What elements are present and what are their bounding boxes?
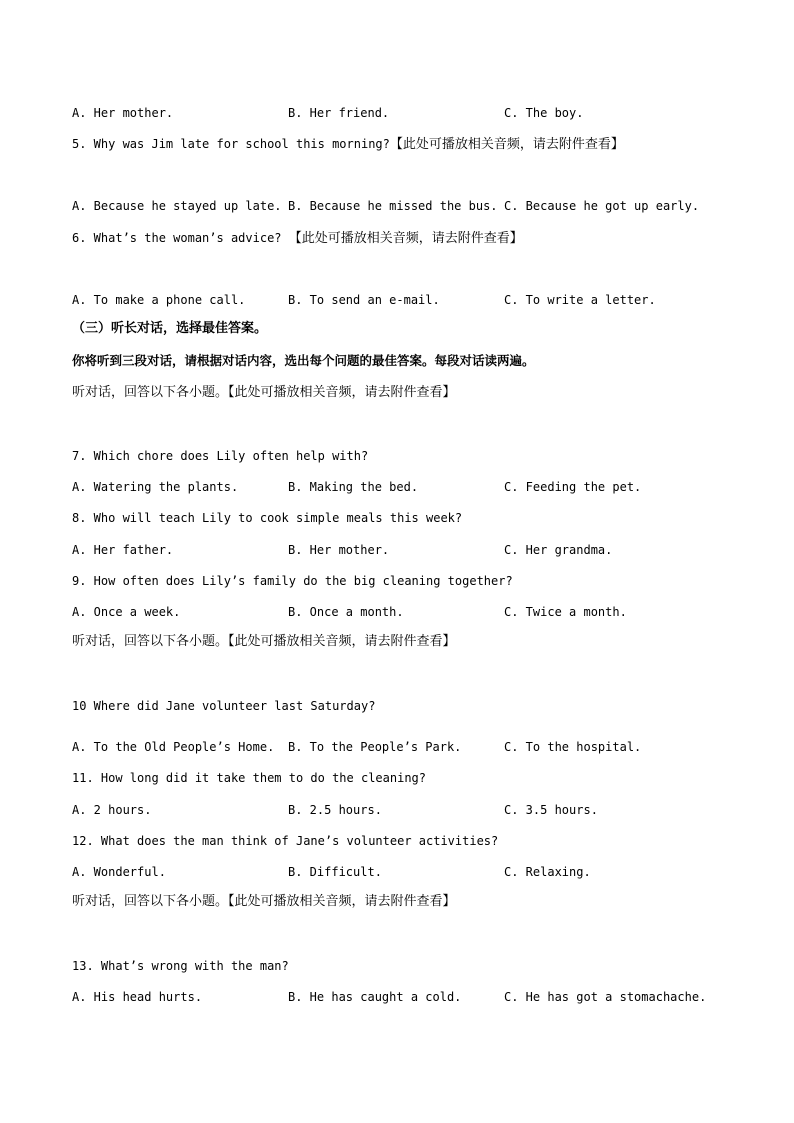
dialog2-intro[interactable]: 听对话，回答以下各小题。【此处可播放相关音频，请去附件查看】 [72,634,456,649]
q10-option-b: B. To the People’s Park. [288,740,462,754]
section-heading: （三）听长对话，选择最佳答案。 [72,321,268,336]
q5-option-b: B. Because he missed the bus. [288,199,498,213]
q13-question: 13. What’s wrong with the man? [72,959,289,973]
q5-audio-note[interactable]: 【此处可播放相关音频，请去附件查看】 [389,137,624,152]
q13-option-c: C. He has got a stomachache. [504,990,707,1004]
q7-option-c: C. Feeding the pet. [504,480,642,494]
q6-option-c: C. To write a letter. [504,293,656,307]
dialog3-intro[interactable]: 听对话，回答以下各小题。【此处可播放相关音频，请去附件查看】 [72,894,456,909]
q6-audio-note[interactable]: 【此处可播放相关音频，请去附件查看】 [288,231,523,246]
q10-question: 10 Where did Jane volunteer last Saturday? [72,699,376,713]
q4-option-b: B. Her friend. [288,106,390,120]
q8-option-c: C. Her grandma. [504,543,613,557]
q11-question: 11. How long did it take them to do the cleaning? [72,771,427,785]
q12-option-b: B. Difficult. [288,865,382,879]
q7-option-a: A. Watering the plants. [72,480,239,494]
q4-option-c: C. The boy. [504,106,584,120]
q5-question: 5. Why was Jim late for school this morning? [72,137,390,151]
q8-question: 8. Who will teach Lily to cook simple meals this week? [72,511,463,525]
q7-option-b: B. Making the bed. [288,480,419,494]
q11-option-a: A. 2 hours. [72,803,152,817]
q9-option-b: B. Once a month. [288,605,404,619]
q6-option-a: A. To make a phone call. [72,293,246,307]
q10-option-c: C. To the hospital. [504,740,642,754]
q12-option-c: C. Relaxing. [504,865,591,879]
q12-option-a: A. Wonderful. [72,865,166,879]
q12-question: 12. What does the man think of Jane’s volunteer activities? [72,834,499,848]
q10-option-a: A. To the Old People’s Home. [72,740,275,754]
q5-option-a: A. Because he stayed up late. [72,199,282,213]
q11-option-b: B. 2.5 hours. [288,803,382,817]
q8-option-b: B. Her mother. [288,543,390,557]
q11-option-c: C. 3.5 hours. [504,803,598,817]
q9-option-a: A. Once a week. [72,605,181,619]
q6-question: 6. What’s the woman’s advice? [72,231,282,245]
q9-option-c: C. Twice a month. [504,605,627,619]
q8-option-a: A. Her father. [72,543,174,557]
q4-option-a: A. Her mother. [72,106,174,120]
dialog1-intro[interactable]: 听对话，回答以下各小题。【此处可播放相关音频，请去附件查看】 [72,385,456,400]
q5-line [72,136,624,153]
q13-option-a: A. His head hurts. [72,990,203,1004]
q13-option-b: B. He has caught a cold. [288,990,462,1004]
q7-question: 7. Which chore does Lily often help with? [72,449,369,463]
q6-option-b: B. To send an e-mail. [288,293,440,307]
section-instruction: 你将听到三段对话，请根据对话内容，选出每个问题的最佳答案。每段对话读两遍。 [72,353,535,368]
q6-line [72,230,523,247]
q5-option-c: C. Because he got up early. [504,199,700,213]
q9-question: 9. How often does Lily’s family do the big cleaning together? [72,574,513,588]
